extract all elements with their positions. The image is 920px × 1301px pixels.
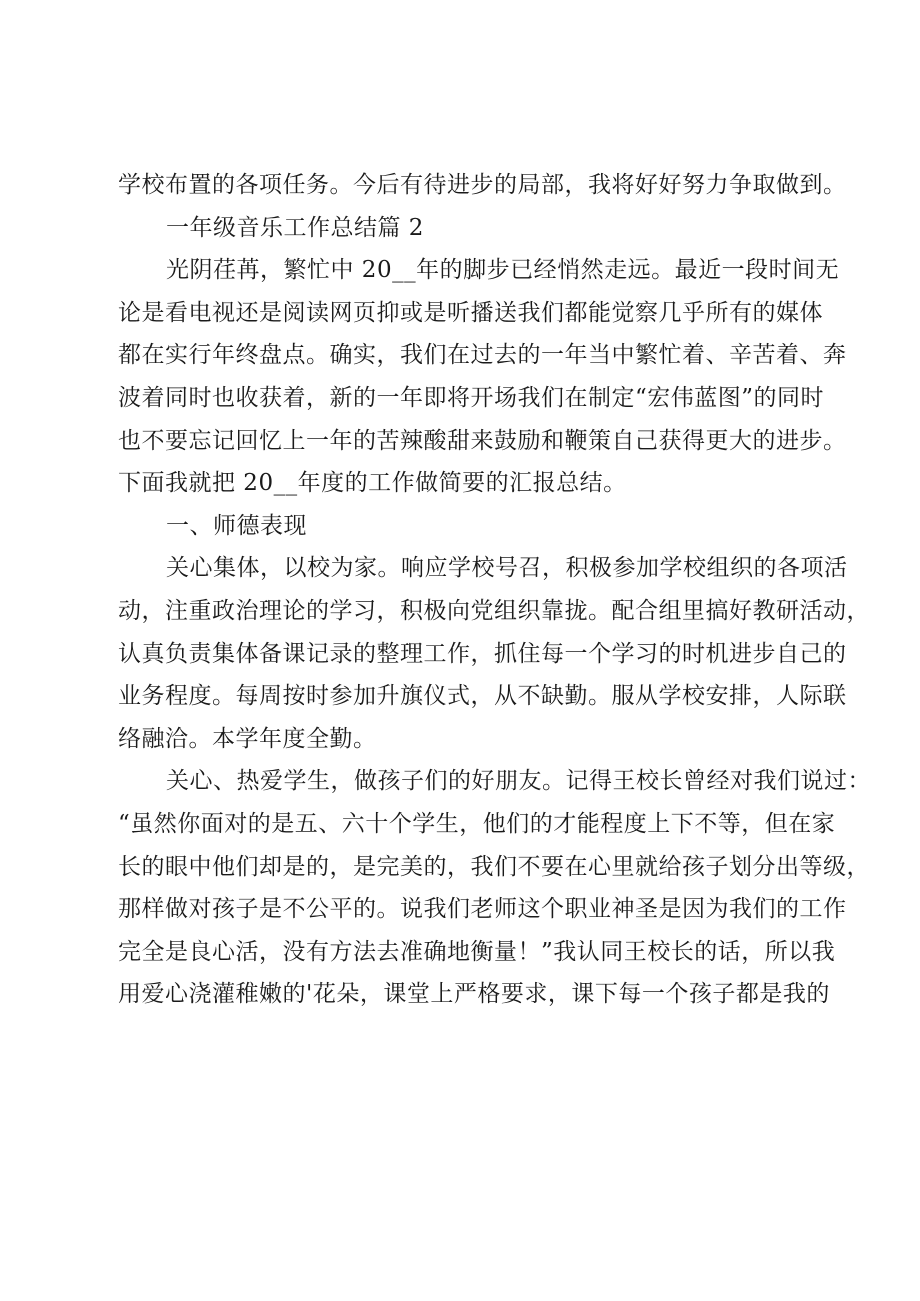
text-line: 业务程度。每周按时参加升旗仪式，从不缺勤。服从学校安排，人际联 (118, 683, 847, 710)
text-line: 也不要忘记回忆上一年的苦辣酸甜来鼓励和鞭策自己获得更大的进步。 (118, 427, 847, 454)
subsection-title (118, 505, 838, 548)
text-line: 下面我就把 20__年度的工作做简要的汇报总结。 (118, 470, 627, 497)
paragraph-students (118, 760, 871, 1016)
subsection-title-text: 一、师德表现 (166, 512, 307, 539)
heading-text: 一年级音乐工作总结篇 2 (166, 214, 424, 241)
text-line: 长的眼中他们却是的，是完美的，我们不要在心里就给孩子划分出等级， (118, 853, 870, 880)
text-line: 用爱心浇灌稚嫩的'花朵，课堂上严格要求，课下每一个孩子都是我的 (118, 981, 830, 1008)
text-line: 认真负责集体备课记录的整理工作，抓住每一个学习的时机进步自己的 (118, 640, 847, 667)
text-line: 关心集体，以校为家。响应学校号召，积极参加学校组织的各项活 (166, 555, 848, 582)
document-body (118, 164, 871, 1016)
text-line: 学校布置的各项任务。今后有待进步的局部，我将好好努力争取做到。 (118, 172, 847, 198)
paragraph-intro (118, 249, 847, 505)
text-line: 动，注重政治理论的学习，积极向党组织靠拢。配合组里搞好教研活动， (118, 597, 870, 624)
text-line: 都在实行年终盘点。确实，我们在过去的一年当中繁忙着、辛苦着、奔 (118, 342, 847, 369)
text-line: 论是看电视还是阅读网页抑或是听播送我们都能觉察几乎所有的媒体 (118, 299, 823, 326)
text-line: 络融洽。本学年度全勤。 (118, 725, 377, 752)
paragraph-collective (118, 547, 870, 760)
text-line: “虽然你面对的是五、六十个学生，他们的才能程度上下不等，但在家 (118, 810, 836, 837)
text-line: 波着同时也收获着，新的一年即将开场我们在制定“宏伟蓝图”的同时 (118, 384, 825, 411)
text-line: 光阴荏苒，繁忙中 20__年的脚步已经悄然走远。最近一段时间无 (166, 257, 840, 284)
section-heading (118, 207, 838, 250)
paragraph-continuation (118, 164, 847, 207)
text-line: 完全是良心活，没有方法去准确地衡量！”我认同王校长的话，所以我 (118, 938, 836, 965)
text-line: 关心、热爱学生，做孩子们的好朋友。记得王校长曾经对我们说过： (166, 768, 871, 795)
text-line: 那样做对孩子是不公平的。说我们老师这个职业神圣是因为我们的工作 (118, 896, 847, 923)
